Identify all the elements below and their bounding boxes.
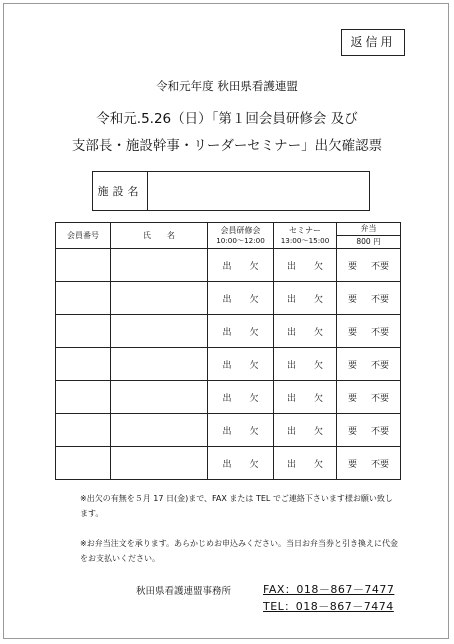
- table-row: [56, 414, 401, 447]
- need-option[interactable]: 要: [347, 261, 357, 272]
- bento-order-cell[interactable]: [337, 249, 401, 282]
- header-bento-label: 弁当: [337, 223, 400, 236]
- header-training: [208, 223, 274, 249]
- return-label: 返信用: [341, 29, 405, 56]
- header-org: 令和元年度 秋田県看護連盟: [156, 79, 298, 93]
- absent-option[interactable]: 欠: [249, 426, 259, 437]
- absent-option[interactable]: 欠: [314, 459, 324, 470]
- facility-label: 施設名: [93, 172, 148, 210]
- training-attendance-cell[interactable]: [208, 414, 274, 447]
- header-event: 令和元.5.26（日）「第１回会員研修会 及び: [96, 111, 358, 127]
- absent-option[interactable]: 欠: [249, 261, 259, 272]
- attend-option[interactable]: 出: [286, 360, 296, 371]
- member-no-cell[interactable]: [56, 348, 111, 381]
- not-need-option[interactable]: 不要: [371, 294, 390, 305]
- training-attendance-cell[interactable]: [208, 249, 274, 282]
- table-row: [56, 249, 401, 282]
- facility-box: [92, 171, 370, 211]
- attend-option[interactable]: 出: [222, 327, 232, 338]
- seminar-attendance-cell[interactable]: [274, 381, 337, 414]
- seminar-attendance-cell[interactable]: [274, 282, 337, 315]
- bento-order-cell[interactable]: [337, 381, 401, 414]
- seminar-attendance-cell[interactable]: [274, 447, 337, 480]
- header-training-time: 10:00～12:00: [216, 236, 265, 245]
- not-need-option[interactable]: 不要: [371, 261, 390, 272]
- attend-option[interactable]: 出: [286, 327, 296, 338]
- training-attendance-cell[interactable]: [208, 447, 274, 480]
- attend-option[interactable]: 出: [222, 261, 232, 272]
- name-cell[interactable]: [111, 414, 208, 447]
- seminar-attendance-cell[interactable]: [274, 414, 337, 447]
- table-row: [56, 447, 401, 480]
- table-body: [56, 249, 401, 480]
- need-option[interactable]: 要: [347, 393, 357, 404]
- attendance-table: [55, 222, 401, 480]
- header-seminar: [274, 223, 337, 249]
- member-no-cell[interactable]: [56, 282, 111, 315]
- attend-option[interactable]: 出: [286, 261, 296, 272]
- need-option[interactable]: 要: [347, 360, 357, 371]
- training-attendance-cell[interactable]: [208, 381, 274, 414]
- name-cell[interactable]: [111, 348, 208, 381]
- note-deadline: ※出欠の有無を５月 17 日(金)まで、FAX または TEL でご連絡下さいます様お願い致します。: [80, 494, 393, 518]
- table-row: [56, 315, 401, 348]
- name-cell[interactable]: [111, 282, 208, 315]
- absent-option[interactable]: 欠: [314, 327, 324, 338]
- absent-option[interactable]: 欠: [249, 459, 259, 470]
- absent-option[interactable]: 欠: [249, 294, 259, 305]
- attend-option[interactable]: 出: [222, 360, 232, 371]
- bento-order-cell[interactable]: [337, 282, 401, 315]
- facility-name-field[interactable]: [148, 172, 369, 210]
- training-attendance-cell[interactable]: [208, 282, 274, 315]
- tel-number: TEL：018－867－7474: [263, 600, 394, 613]
- not-need-option[interactable]: 不要: [371, 459, 390, 470]
- member-no-cell[interactable]: [56, 249, 111, 282]
- table-row: [56, 381, 401, 414]
- absent-option[interactable]: 欠: [249, 360, 259, 371]
- attend-option[interactable]: 出: [222, 294, 232, 305]
- name-cell[interactable]: [111, 381, 208, 414]
- training-attendance-cell[interactable]: [208, 348, 274, 381]
- absent-option[interactable]: 欠: [249, 327, 259, 338]
- member-no-cell[interactable]: [56, 447, 111, 480]
- not-need-option[interactable]: 不要: [371, 393, 390, 404]
- attend-option[interactable]: 出: [286, 294, 296, 305]
- need-option[interactable]: 要: [347, 327, 357, 338]
- header-seminar-label: セミナー: [289, 226, 321, 235]
- absent-option[interactable]: 欠: [314, 393, 324, 404]
- header-form-title: 支部長・施設幹事・リーダーセミナー」出欠確認票: [71, 138, 383, 154]
- attend-option[interactable]: 出: [222, 426, 232, 437]
- member-no-cell[interactable]: [56, 414, 111, 447]
- member-no-cell[interactable]: [56, 381, 111, 414]
- absent-option[interactable]: 欠: [249, 393, 259, 404]
- absent-option[interactable]: 欠: [314, 426, 324, 437]
- table-row: [56, 348, 401, 381]
- note-bento: ※お弁当注文を承ります。あらかじめお申込みください。当日お弁当券と引き換えに代金をお支払いください。: [80, 539, 399, 563]
- not-need-option[interactable]: 不要: [371, 327, 390, 338]
- header-bento: [337, 223, 401, 249]
- attend-option[interactable]: 出: [222, 393, 232, 404]
- name-cell[interactable]: [111, 447, 208, 480]
- seminar-attendance-cell[interactable]: [274, 348, 337, 381]
- attend-option[interactable]: 出: [222, 459, 232, 470]
- bento-order-cell[interactable]: [337, 447, 401, 480]
- header-name: 氏 名: [111, 223, 208, 249]
- bento-order-cell[interactable]: [337, 315, 401, 348]
- bento-order-cell[interactable]: [337, 348, 401, 381]
- header-seminar-time: 13:00～15:00: [280, 236, 330, 245]
- absent-option[interactable]: 欠: [314, 261, 324, 272]
- not-need-option[interactable]: 不要: [371, 426, 390, 437]
- attend-option[interactable]: 出: [286, 459, 296, 470]
- fax-number: FAX：018－867－7477: [263, 583, 395, 596]
- training-attendance-cell[interactable]: [208, 315, 274, 348]
- table-row: [56, 282, 401, 315]
- attend-option[interactable]: 出: [286, 393, 296, 404]
- seminar-attendance-cell[interactable]: [274, 315, 337, 348]
- absent-option[interactable]: 欠: [314, 360, 324, 371]
- attend-option[interactable]: 出: [286, 426, 296, 437]
- header-member-no: 会員番号: [56, 223, 111, 249]
- member-no-cell[interactable]: [56, 315, 111, 348]
- seminar-attendance-cell[interactable]: [274, 249, 337, 282]
- need-option[interactable]: 要: [347, 294, 357, 305]
- absent-option[interactable]: 欠: [314, 294, 324, 305]
- table-header-row: [56, 223, 401, 249]
- bento-order-cell[interactable]: [337, 414, 401, 447]
- header-bento-price: 800 円: [356, 237, 381, 246]
- header-training-label: 会員研修会: [220, 226, 261, 235]
- need-option[interactable]: 要: [347, 459, 357, 470]
- name-cell[interactable]: [111, 315, 208, 348]
- office-name: 秋田県看護連盟事務所: [136, 586, 232, 597]
- need-option[interactable]: 要: [347, 426, 357, 437]
- not-need-option[interactable]: 不要: [371, 360, 390, 371]
- name-cell[interactable]: [111, 249, 208, 282]
